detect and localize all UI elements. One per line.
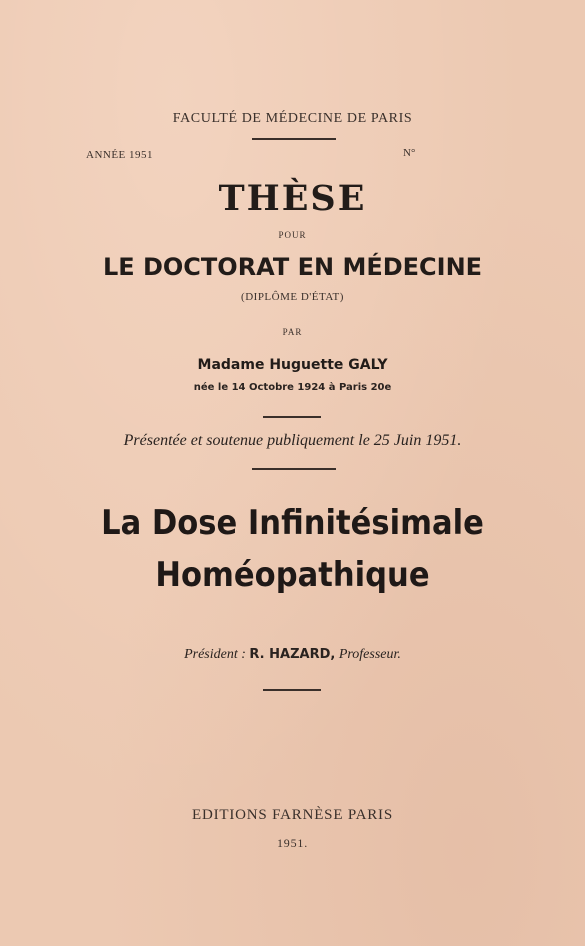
author-birth: née le 14 Octobre 1924 à Paris 20e: [193, 382, 392, 393]
publisher: EDITIONS FARNÈSE PARIS: [192, 807, 393, 823]
publication-year: 1951.: [277, 836, 308, 850]
faculty-heading: FACULTÉ DE MÉDECINE DE PARIS: [172, 111, 413, 126]
president-title: Professeur.: [338, 647, 401, 662]
diploma-note: (DIPLÔME D'ÉTAT): [241, 291, 344, 303]
year-label: ANNÉE 1951: [86, 149, 154, 161]
president-name: R. HAZARD,: [249, 647, 336, 662]
work-title-line-2: Homéopathique: [155, 555, 430, 595]
divider-rule: [252, 138, 336, 140]
work-title-line-1: La Dose Infinitésimale: [101, 503, 484, 543]
thesis-title: THÈSE: [218, 178, 367, 219]
jury-president: [0, 647, 585, 663]
author-name: Madame Huguette GALY: [197, 357, 388, 373]
pour-label: POUR: [278, 230, 307, 240]
divider-rule: [263, 416, 321, 418]
number-label: N°: [403, 147, 416, 159]
defense-date: Présentée et soutenue publiquement le 25 Juin 1951.: [123, 432, 462, 449]
par-label: PAR: [282, 327, 303, 337]
divider-rule: [263, 689, 321, 691]
divider-rule: [252, 468, 336, 470]
president-label: Président :: [184, 647, 246, 662]
degree-title: LE DOCTORAT EN MÉDECINE: [102, 253, 483, 281]
